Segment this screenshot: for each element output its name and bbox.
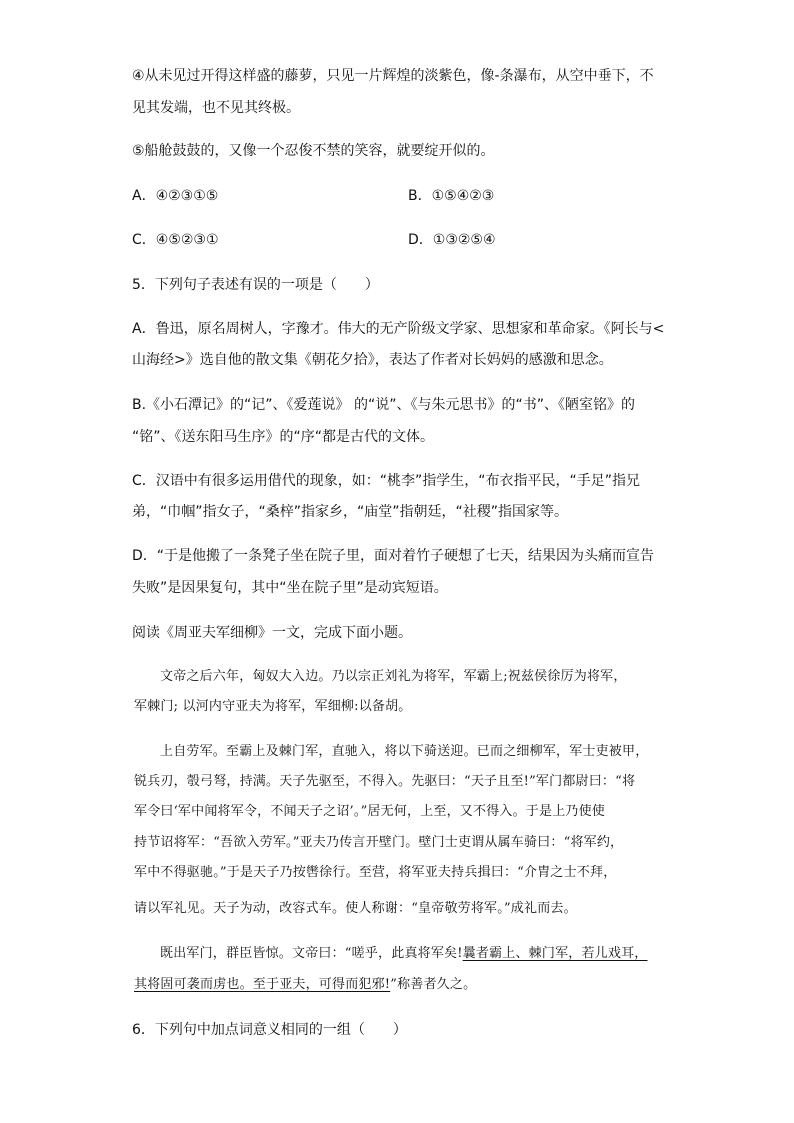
q5-option-c-line2[interactable]: 弟，“巾帼”指女子，“桑梓”指家乡，“庙堂”指朝廷，“社稷”指国家等。 (132, 504, 569, 520)
q6-stem: 6．下列句中加点词意义相同的一组（ ） (132, 1022, 407, 1038)
passage-underlined-sentence-part1: 曩者霸上、棘门军，若儿戏耳， (462, 946, 648, 961)
q5-option-c-line1[interactable]: C．汉语中有很多运用借代的现象，如：“桃李”指学生，“布衣指平民，“手足”指兄 (132, 473, 641, 489)
q5-option-d-line2[interactable]: 失败”是因果复句，其中“坐在院子里”是动宾短语。 (132, 580, 448, 596)
passage-p2-line2: 锐兵刃，彀弓弩，持满。天子先驱至，不得入。先驱曰：“天子且至!”军门都尉曰：“将 (134, 774, 636, 789)
passage-p3-line1-text: 既出军门，群臣皆惊。文帝曰：“嗟乎，此真将军矣! (160, 946, 463, 961)
passage-p3-line2-text: ”称善者久之。 (390, 977, 477, 992)
reading-intro: 阅读《周亚夫军细柳》一文，完成下面小题。 (132, 625, 412, 641)
passage-p2-line6: 请以军礼见。天子为动，改容式车。使人称谢：“皇帝敬劳将军。”成礼而去。 (134, 901, 577, 916)
q5-option-d-line1[interactable]: D．“于是他搬了一条凳子坐在院子里，面对着竹子硬想了七天，结果因为头痛而宣告 (132, 548, 655, 564)
q4-option-a[interactable]: A．④②③①⑤ (132, 188, 219, 204)
q5-stem: 5．下列句子表述有误的一项是（ ） (132, 277, 379, 293)
q5-option-a-line1[interactable]: A．鲁迅，原名周树人，字豫才。伟大的无产阶级文学家、思想家和革命家。《阿长与< (132, 321, 665, 337)
passage-underlined-sentence-part2: 其将固可袭而虏也。至于亚夫，可得而犯邪! (134, 977, 391, 992)
q5-option-b-line2[interactable]: “铭”、《送东阳马生序》的“序“都是古代的文体。 (132, 429, 435, 445)
passage-p2-line1: 上自劳军。至霸上及棘门军，直驰入，将以下骑送迎。已而之细柳军，军士吏被甲， (160, 744, 649, 759)
q4-option-b[interactable]: B．①⑤④②③ (408, 188, 495, 204)
passage-p1-line2: 军棘门; 以河内守亚夫为将军，军细柳:以备胡。 (134, 699, 412, 714)
q4-item4-line2: 见其发端，也不见其终极。 (132, 100, 300, 116)
q4-option-c[interactable]: C．④⑤②③① (132, 232, 219, 248)
passage-p3-line2 (134, 975, 476, 995)
passage-p3-line1 (160, 944, 647, 964)
q4-option-d[interactable]: D．①③②⑤④ (408, 232, 496, 248)
q5-option-b-line1[interactable]: B.《小石潭记》的“记”、《爱莲说》 的“说”、《与朱元思书》的“书”、《陋室铭》的 (132, 397, 636, 413)
passage-p1-line1: 文帝之后六年，匈奴大入边。乃以宗正刘礼为将军，军霸上;祝兹侯徐厉为将军， (160, 669, 627, 684)
passage-p2-line4: 持节诏将军：“吾欲入劳军。”亚夫乃传言开壁门。壁门士吏谓从属车骑曰：“将军约， (134, 835, 624, 850)
passage-p2-line5: 军中不得驱驰。”于是天子乃按辔徐行。至营，将军亚夫持兵揖曰：“介胄之士不拜， (134, 865, 617, 880)
q4-item4-line1: ④从未见过开得这样盛的藤萝，只见一片辉煌的淡紫色，像-条瀑布，从空中垂下，不 (132, 68, 654, 84)
passage-p2-line3: 军令曰‘军中闻将军令，不闻天子之诏’。”居无何，上至，又不得入。于是上乃使使 (134, 804, 606, 819)
q4-item5: ⑤船舱鼓鼓的，又像一个忍俊不禁的笑容，就要绽开似的。 (132, 143, 495, 159)
q5-option-a-line2[interactable]: 山海经>》选自他的散文集《朝花夕拾》，表达了作者对长妈妈的感激和思念。 (132, 352, 613, 368)
